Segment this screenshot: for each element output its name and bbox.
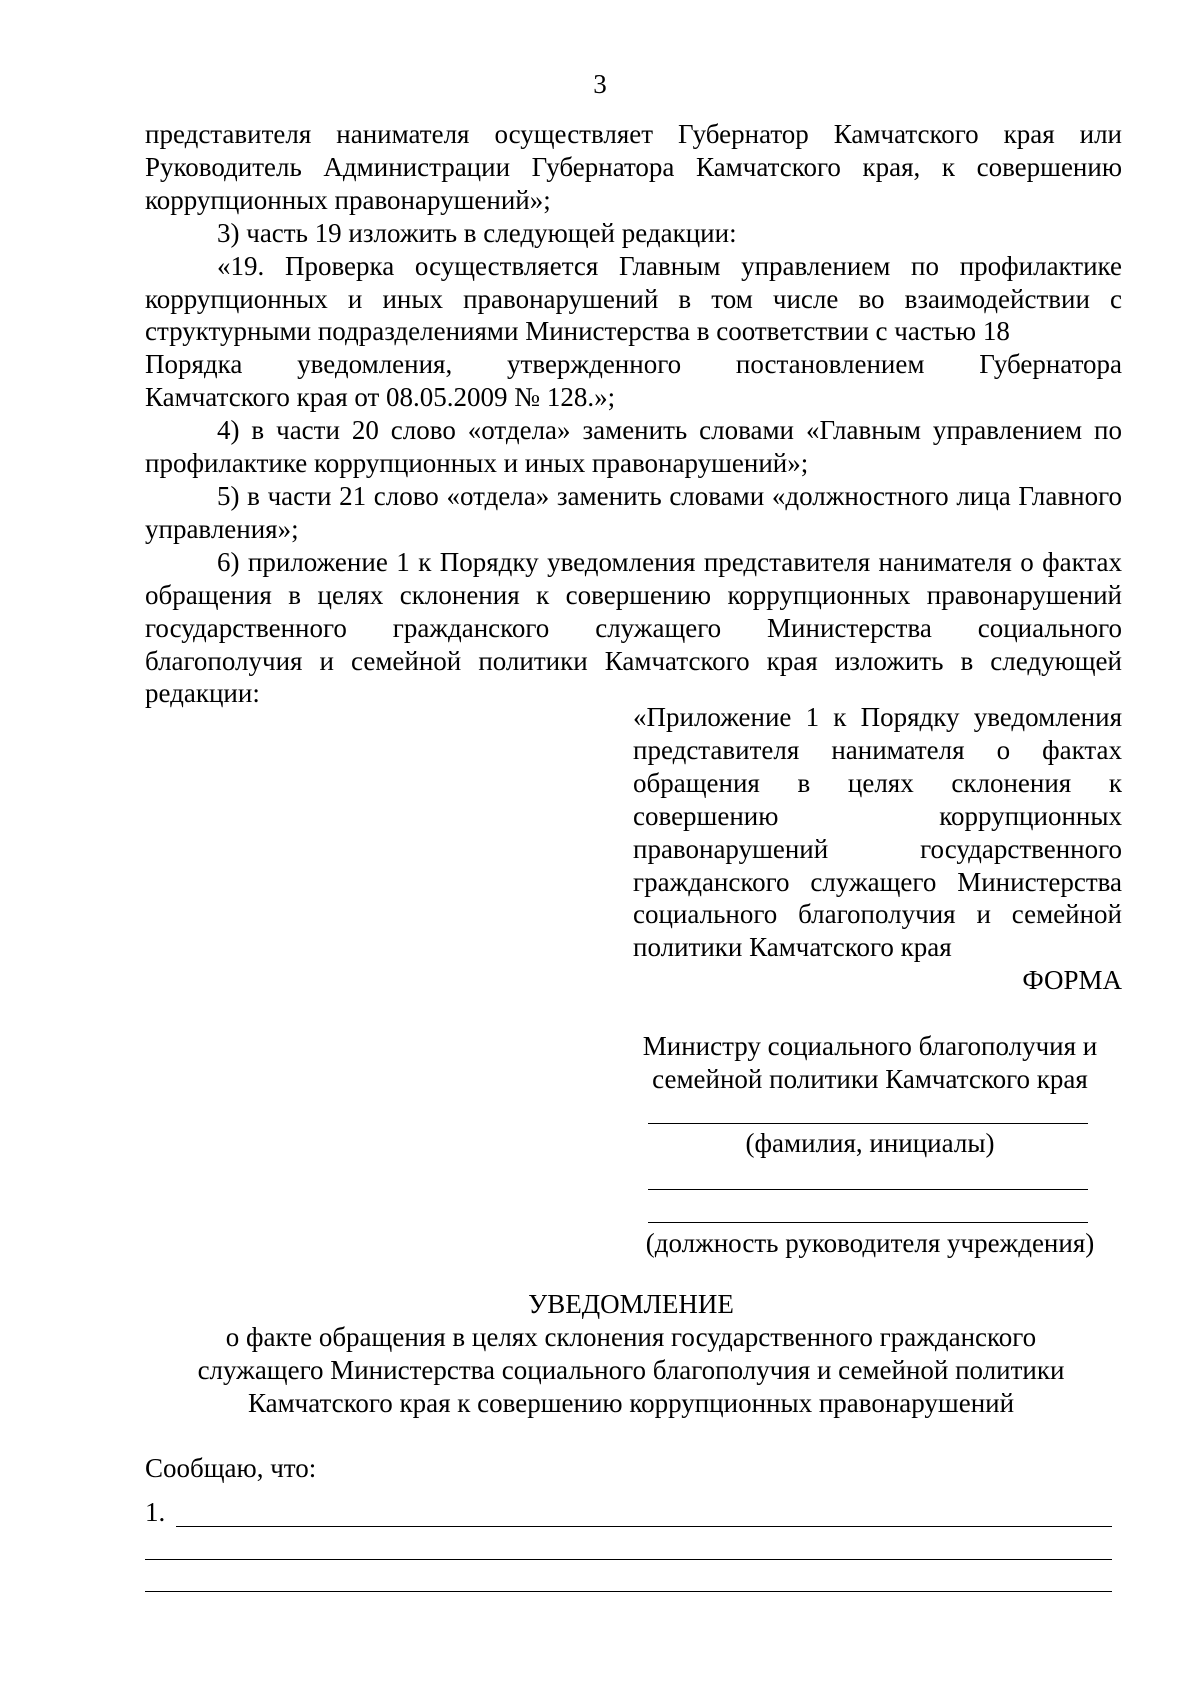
form-label: ФОРМА [1022, 965, 1122, 995]
item-continuation-blank-line-2[interactable] [145, 1591, 1112, 1592]
position-caption: (должность руководителя учреждения) [645, 1228, 1095, 1258]
paragraph-item-6: 6) приложение 1 к Порядку уведомления представителя нанимателя о фактах обращения в целях склонения к совершению коррупционных правонарушений государственного гражданского служащего Министерства социального благополучия и семейной политики Камчатского края изложить в следующей редакции: [145, 546, 1122, 709]
appendix-note [633, 701, 1122, 964]
report-intro: Сообщаю, что: [145, 1453, 317, 1483]
paragraph-quote-19: «19. Проверка осуществляется Главным управлением по профилактике коррупционных и иных правонарушений в том числе во взаимодействии с структурными подразделениями Министерства в соответствии с частью 18 [145, 250, 1122, 347]
notice-subtitle-line-2: служащего Министерства социального благополучия и семейной политики [197, 1355, 1065, 1385]
page-number: 3 [593, 69, 607, 99]
appendix-note-text: «Приложение 1 к Порядку уведомления представителя нанимателя о фактах обращения в целях склонения к совершению коррупционных правонарушений государственного гражданского служащего Министерства социального благополучия и семейной политики Камчатского края [633, 702, 1122, 963]
item-1-blank-line[interactable] [176, 1526, 1112, 1527]
paragraph-continuation: представителя нанимателя осуществляет Губернатор Камчатского края или Руководитель Администрации Губернатора Камчатского края, к совершению коррупционных правонарушений»; [145, 119, 1122, 215]
paragraph-item-5: 5) в части 21 слово «отдела» заменить словами «должностного лица Главного управления»; [145, 480, 1122, 544]
addressee-block [610, 1030, 1130, 1096]
item-number-1: 1. [145, 1497, 166, 1527]
paragraph-quote-19-line5: Камчатского края от 08.05.2009 № 128.»; [145, 382, 616, 413]
document-body [145, 118, 1122, 710]
position-blank-line-2[interactable] [648, 1222, 1088, 1223]
paragraph-item-3: 3) часть 19 изложить в следующей редакции: [217, 217, 737, 248]
paragraph-quote-19-line4: Порядка уведомления, утвержденного постановлением Губернатора [145, 349, 1122, 380]
paragraph-item-4: 4) в части 20 слово «отдела» заменить словами «Главным управлением по профилактике коррупционных и иных правонарушений»; [145, 415, 1122, 479]
addressee-line-1: Министру социального благополучия и [642, 1031, 1098, 1061]
name-blank-line[interactable] [648, 1123, 1088, 1124]
notice-subtitle-line-3: Камчатского края к совершению коррупционных правонарушений [247, 1388, 1015, 1418]
name-caption: (фамилия, инициалы) [745, 1128, 995, 1158]
position-blank-line-1[interactable] [648, 1189, 1088, 1190]
notice-title: УВЕДОМЛЕНИЕ [528, 1289, 734, 1319]
notice-subtitle [140, 1321, 1122, 1420]
item-continuation-blank-line-1[interactable] [145, 1559, 1112, 1560]
addressee-line-2: семейной политики Камчатского края [652, 1064, 1088, 1094]
notice-subtitle-line-1: о факте обращения в целях склонения государственного гражданского [225, 1322, 1037, 1352]
